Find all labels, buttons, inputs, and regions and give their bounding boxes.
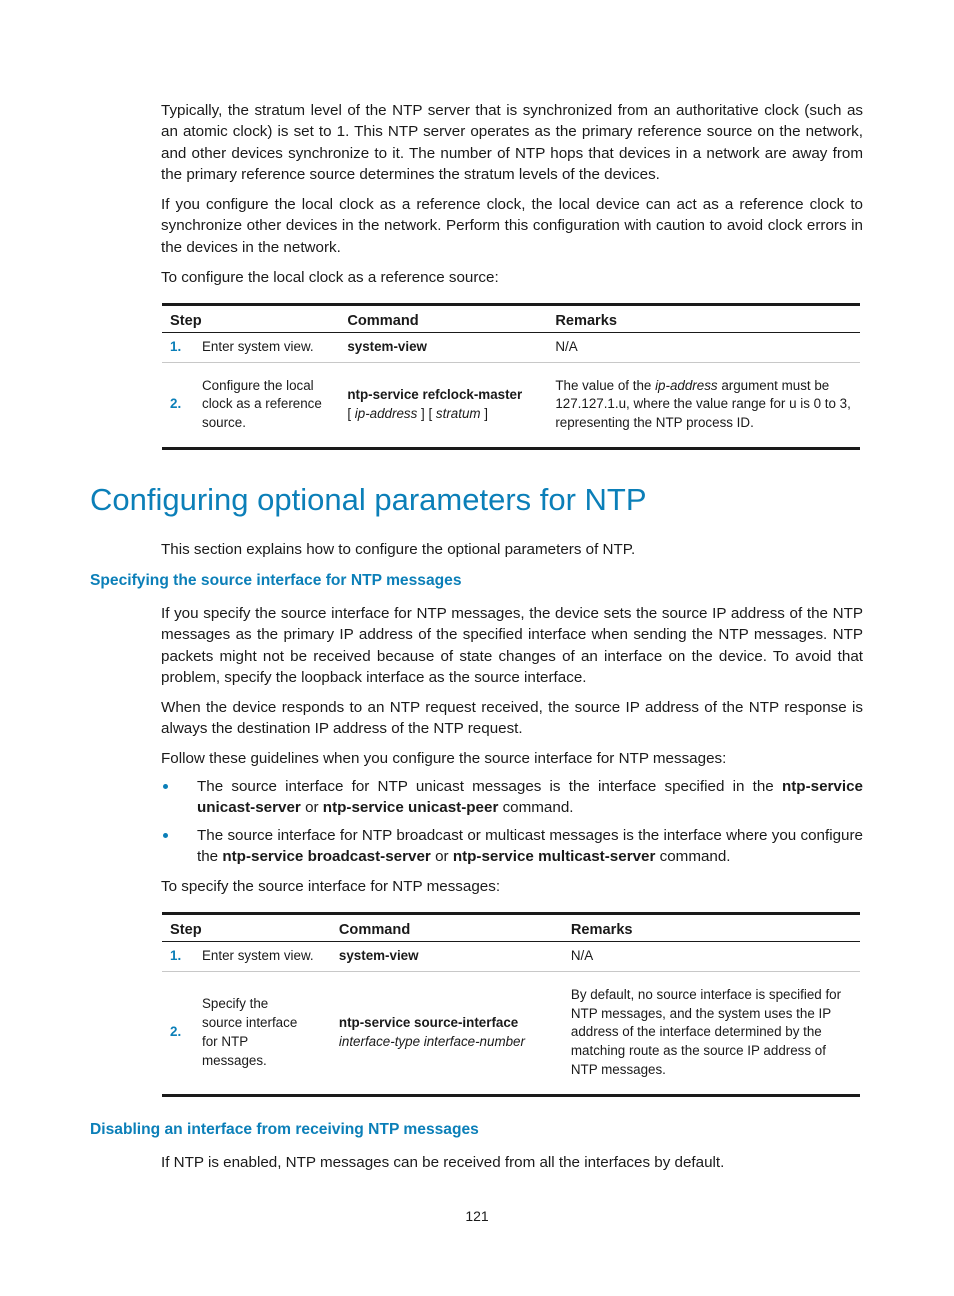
bullet-command: ntp-service multicast-server	[452, 848, 656, 866]
remarks-text: argument must be 127.127.1.u, where the value range for u is 0 to 3, representing the NTP process ID.	[555, 377, 851, 431]
bullet-command: ntp-service unicast-peer	[322, 799, 499, 817]
header-step: Step	[162, 914, 331, 942]
header-remarks: Remarks	[547, 305, 860, 333]
bullet-command: ntp-service broadcast-server	[222, 848, 431, 866]
command-bracket: ] [	[417, 405, 436, 421]
step-description: Configure the local clock as a reference source.	[194, 362, 339, 448]
header-command: Command	[331, 914, 563, 942]
table-row	[162, 971, 860, 1095]
step-remarks: N/A	[547, 332, 860, 362]
bullet-icon	[163, 784, 168, 789]
command-argument: interface-type interface-number	[338, 1033, 525, 1049]
sub1-paragraph-2: When the device responds to an NTP request received, the source IP address of the NTP response is always the destination IP address of the NTP request.	[161, 699, 863, 738]
bullet-icon	[163, 833, 168, 838]
step-description: Enter system view.	[194, 941, 331, 971]
command-bracket: ]	[480, 405, 489, 421]
step-command	[331, 971, 563, 1095]
section-intro: This section explains how to configure the optional parameters of NTP.	[161, 541, 636, 558]
command-argument: ip-address	[354, 405, 418, 421]
step-number: 2.	[162, 362, 194, 448]
intro-paragraph-2: If you configure the local clock as a reference clock, the local device can act as a reference clock to synchronize other devices in the network. Perform this configuration with caution to avoid clock errors in the devices in the network.	[161, 196, 863, 256]
step-remarks: N/A	[563, 941, 860, 971]
list-item	[161, 825, 863, 868]
bullet-text: The source interface for NTP unicast messages is the interface specified in the	[197, 778, 782, 795]
table-header-row	[162, 914, 860, 942]
bullet-text: command.	[655, 848, 731, 866]
remarks-text: The value of the	[555, 377, 656, 393]
bullet-command: ntp-service unicast-server	[197, 778, 863, 817]
sub1-paragraph-3: Follow these guidelines when you configure the source interface for NTP messages:	[161, 750, 727, 767]
step-command	[339, 362, 547, 448]
table-row	[162, 941, 860, 971]
remarks-argument: ip-address	[655, 377, 718, 393]
step-command: system-view	[331, 941, 563, 971]
bullet-text: or	[300, 799, 323, 817]
sub1-paragraph-4: To specify the source interface for NTP messages:	[161, 878, 501, 895]
section-title: Configuring optional parameters for NTP	[90, 482, 647, 517]
step-description: Specify the source interface for NTP messages.	[194, 971, 331, 1095]
sub2-paragraph-1: If NTP is enabled, NTP messages can be received from all the interfaces by default.	[161, 1154, 725, 1171]
header-step: Step	[162, 305, 339, 333]
bullet-text: command.	[498, 799, 574, 817]
table-header-row	[162, 305, 860, 333]
header-command: Command	[339, 305, 547, 333]
intro-paragraph-1: Typically, the stratum level of the NTP server that is synchronized from an authoritative clock (such as an atomic clock) is set to 1. This NTP server operates as the primary reference source on the network, and other devices synchronize to it. The number of NTP hops that devices in a network are away from the primary reference source determines the stratum levels of the devices.	[161, 102, 863, 184]
page-number: 121	[465, 1208, 489, 1224]
step-remarks: By default, no source interface is specified for NTP messages, and the system uses the IP address of the interface determined by the matching route as the source IP address of NTP messages.	[563, 971, 860, 1095]
list-item	[161, 776, 863, 819]
step-number: 2.	[162, 971, 194, 1095]
step-remarks	[547, 362, 860, 448]
header-remarks: Remarks	[563, 914, 860, 942]
command-argument: stratum	[435, 405, 481, 421]
bullet-text: or	[430, 848, 453, 866]
subsection-title-disable-interface: Disabling an interface from receiving NTP messages	[90, 1121, 479, 1138]
bullet-text: The source interface for NTP broadcast or multicast messages is the interface where you configure the	[197, 826, 863, 866]
step-description: Enter system view.	[194, 332, 339, 362]
step-number: 1.	[162, 332, 194, 362]
table-row	[162, 332, 860, 362]
command-bracket: [	[347, 405, 355, 421]
command-keyword: ntp-service source-interface	[338, 1015, 519, 1030]
step-command: system-view	[339, 332, 547, 362]
table-row	[162, 362, 860, 448]
table-source-interface	[162, 912, 860, 1097]
subsection-title-source-interface: Specifying the source interface for NTP messages	[90, 572, 462, 589]
command-keyword: ntp-service refclock-master	[347, 387, 523, 402]
table-reference-source	[162, 303, 860, 450]
step-number: 1.	[162, 941, 194, 971]
guideline-list	[161, 776, 863, 868]
intro-paragraph-3: To configure the local clock as a reference source:	[161, 269, 499, 286]
sub1-paragraph-1: If you specify the source interface for NTP messages, the device sets the source IP address of the NTP messages as the primary IP address of the specified interface when sending the NTP messages. NTP packets might not be received because of state changes of an interface on the device. To avoid that problem, specify the loopback interface as the source interface.	[161, 605, 863, 687]
